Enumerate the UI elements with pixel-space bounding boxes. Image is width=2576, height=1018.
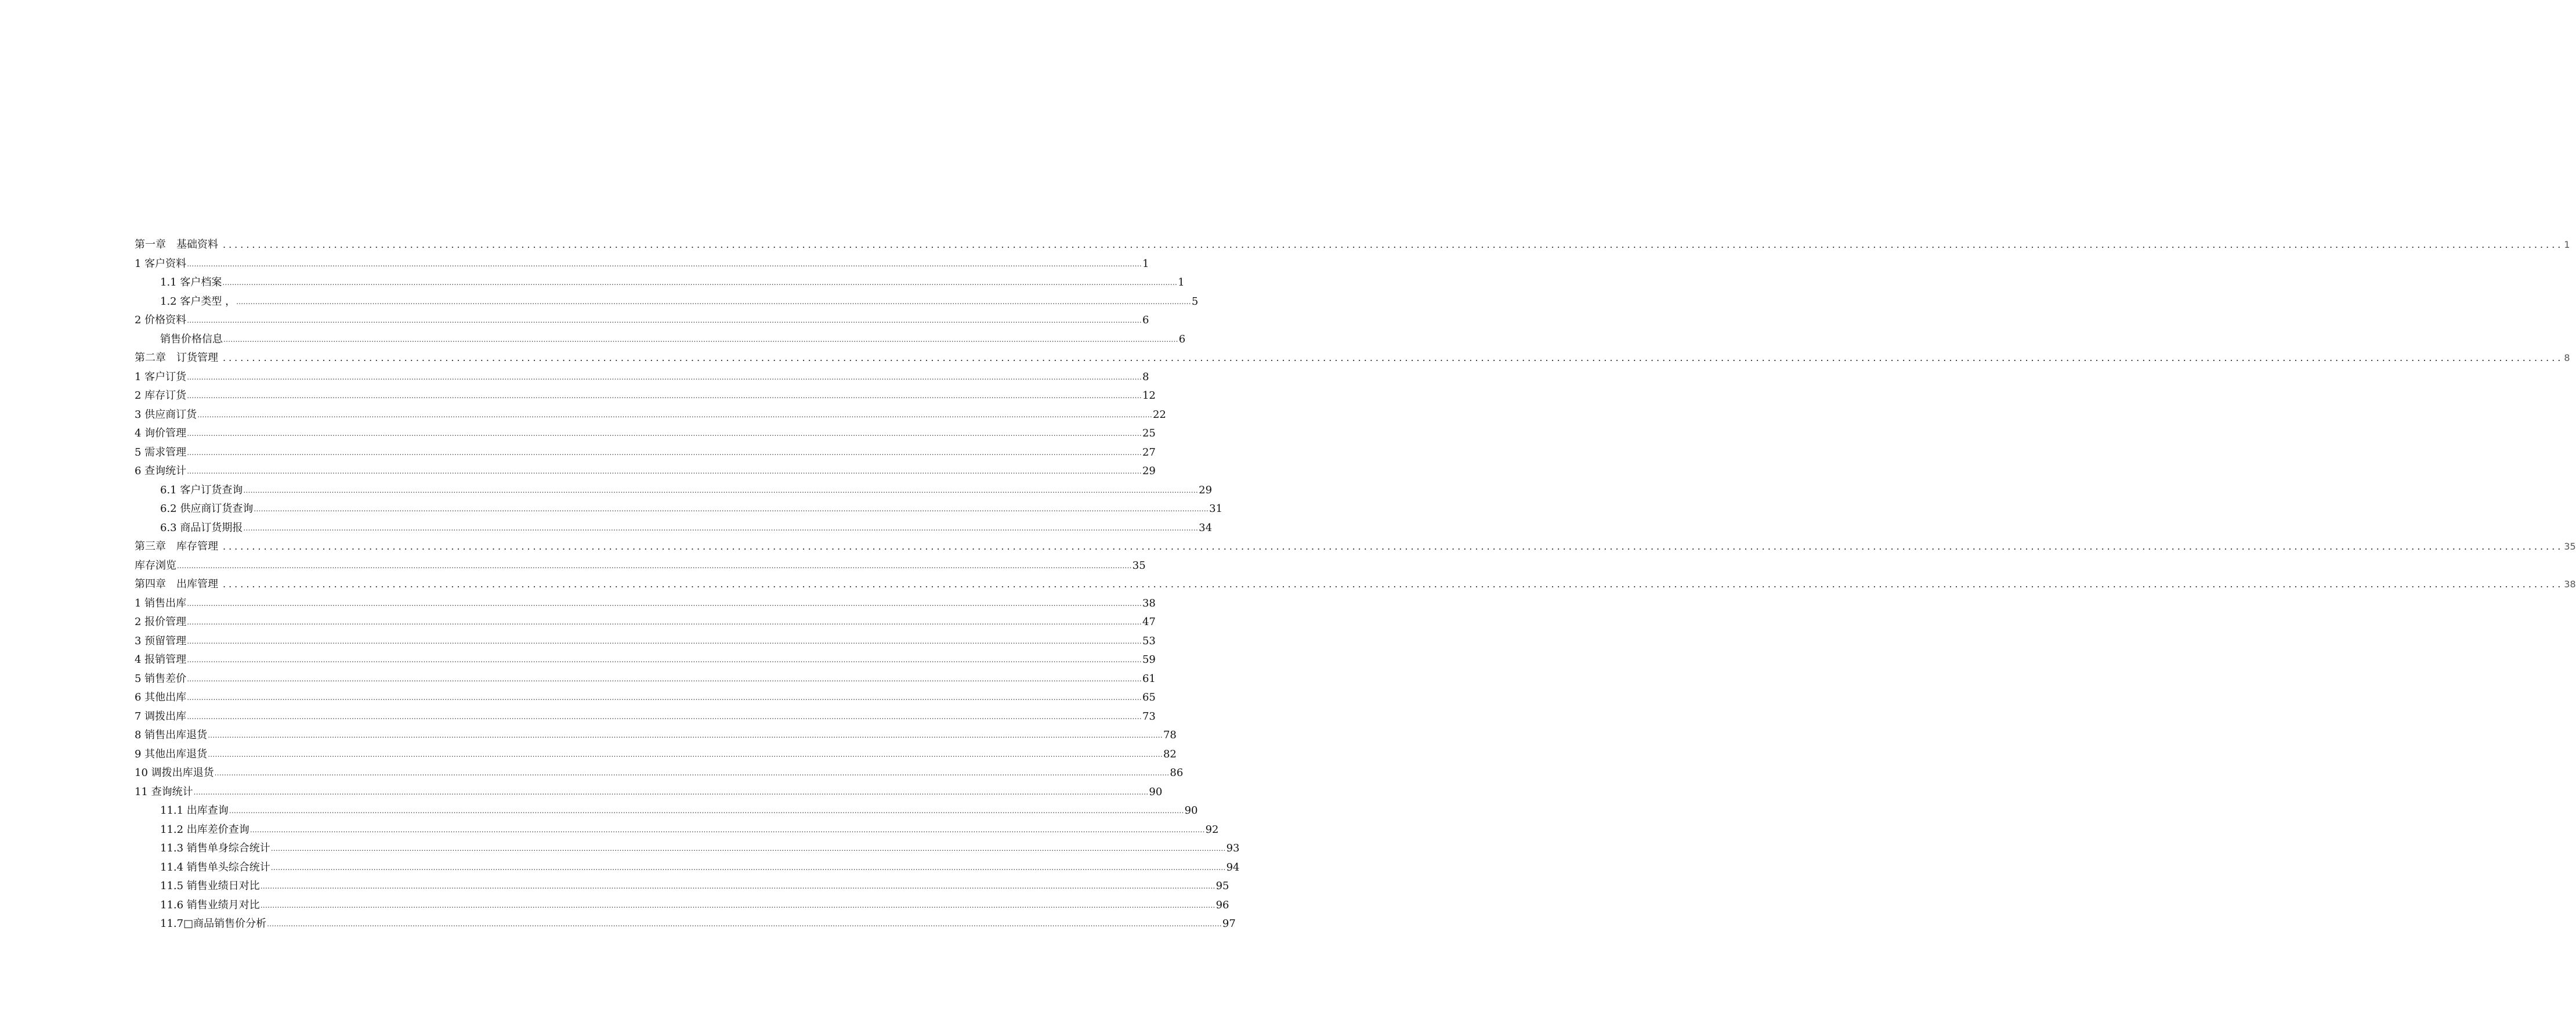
toc-entry-title: 11.2 出库差价查询 [160,823,249,836]
toc-page-number: 1 [2564,239,2570,250]
toc-page-number: 90 [1149,785,1163,798]
toc-page-number: 95 [1215,880,1229,892]
toc-dot-leader: ................................................................................................................................................................................................................................................................................................................................................................................................................ [223,579,2564,590]
toc-page-number: 34 [1199,521,1213,534]
toc-entry[interactable] [135,366,1149,384]
toc-entry[interactable] [160,291,1199,308]
toc-page-number: 8 [1142,370,1149,383]
toc-entry[interactable] [135,762,1184,779]
toc-page-number: 96 [1215,898,1229,911]
toc-entry-title: 库存浏览 [135,559,176,572]
toc-entry-title: 1.2 客户类型 ， [160,295,236,308]
toc-entry-title: 第二章 订货管理 [135,352,218,364]
toc-entry-title: 1.1 客户档案 [160,276,222,288]
toc-entry-title: 8 销售出库退货 [135,729,208,741]
toc-entry[interactable] [135,743,1177,761]
toc-entry[interactable] [160,837,1240,855]
toc-entry-title: 11 查询统计 [135,785,193,798]
toc-dot-leader: ................................................................................................................................................................................................................................................................................................................................................................................................................ [229,807,1184,815]
toc-entry-title: 11.4 销售单头综合统计 [160,861,270,873]
toc-entry[interactable] [135,630,1156,648]
toc-dot-leader: ................................................................................................................................................................................................................................................................................................................................................................................................................ [193,788,1149,796]
toc-dot-leader: ................................................................................................................................................................................................................................................................................................................................................................................................................ [249,825,1205,834]
toc-page-number: 25 [1142,427,1156,439]
toc-entry[interactable] [135,668,1156,685]
toc-page-number: 31 [1209,503,1223,515]
toc-entry-title: 3 预留管理 [135,634,187,647]
toc-entry-title: 5 销售差价 [135,672,187,685]
toc-entry[interactable] [160,328,1186,346]
toc-page-number: 93 [1226,842,1240,854]
toc-page-number: 1 [1178,276,1185,288]
toc-chapter-entry[interactable] [135,234,2570,251]
toc-entry[interactable] [135,309,1149,327]
toc-dot-leader: ................................................................................................................................................................................................................................................................................................................................................................................................................ [270,844,1226,853]
toc-entry-title: 1 销售出库 [135,597,187,609]
toc-dot-leader: ................................................................................................................................................................................................................................................................................................................................................................................................................ [177,561,1132,570]
toc-entry[interactable] [160,894,1229,912]
toc-dot-leader: ................................................................................................................................................................................................................................................................................................................................................................................................................ [260,882,1215,890]
toc-dot-leader: ................................................................................................................................................................................................................................................................................................................................................................................................................ [187,467,1142,475]
toc-entry-title: 11.3 销售单身综合统计 [160,842,270,854]
toc-dot-leader: ................................................................................................................................................................................................................................................................................................................................................................................................................ [187,694,1142,702]
toc-entry[interactable] [135,460,1156,478]
toc-dot-leader: ................................................................................................................................................................................................................................................................................................................................................................................................................ [187,674,1142,683]
toc-entry-title: 2 报价管理 [135,616,187,628]
toc-page-number: 65 [1142,691,1156,703]
toc-page-number: 1 [1142,257,1149,270]
toc-entry[interactable] [160,479,1213,497]
toc-dot-leader: ................................................................................................................................................................................................................................................................................................................................................................................................................ [187,599,1142,608]
toc-entry-title: 2 库存订货 [135,389,187,402]
toc-entry-title: 5 需求管理 [135,446,187,459]
toc-dot-leader: ................................................................................................................................................................................................................................................................................................................................................................................................................ [208,731,1163,739]
toc-entry-title: 10 调拨出库退货 [135,767,214,779]
toc-entry-title: 6 查询统计 [135,465,187,477]
toc-page-number: 94 [1226,861,1240,873]
toc-dot-leader: ................................................................................................................................................................................................................................................................................................................................................................................................................ [254,505,1209,513]
toc-dot-leader: ................................................................................................................................................................................................................................................................................................................................................................................................................ [223,335,1178,344]
toc-dot-leader: ................................................................................................................................................................................................................................................................................................................................................................................................................ [267,920,1222,928]
toc-entry-title: 11.1 出库查询 [160,804,229,817]
toc-entry[interactable] [160,875,1229,893]
toc-entry[interactable] [135,385,1156,402]
toc-entry-title: 4 报销管理 [135,654,187,666]
toc-dot-leader: ................................................................................................................................................................................................................................................................................................................................................................................................................ [187,429,1142,438]
toc-page-number: 53 [1142,634,1156,647]
toc-page-number: 35 [2564,541,2576,552]
toc-page-number: 61 [1142,672,1156,685]
toc-page-number: 73 [1142,710,1156,723]
toc-dot-leader: ................................................................................................................................................................................................................................................................................................................................................................................................................ [223,541,2564,552]
toc-chapter-entry[interactable] [135,347,2570,364]
toc-page-number: 38 [2564,579,2576,590]
toc-dot-leader: ................................................................................................................................................................................................................................................................................................................................................................................................................ [187,637,1142,645]
toc-dot-leader: ................................................................................................................................................................................................................................................................................................................................................................................................................ [187,316,1142,324]
toc-page-number: 22 [1152,408,1166,421]
toc-page-number: 6 [1142,314,1149,326]
toc-entry[interactable] [135,724,1177,742]
toc-dot-leader: ................................................................................................................................................................................................................................................................................................................................................................................................................ [187,392,1142,400]
toc-dot-leader: ................................................................................................................................................................................................................................................................................................................................................................................................................ [243,524,1199,532]
toc-entry-title: 第四章 出库管理 [135,578,218,590]
toc-entry-title: 7 调拨出库 [135,710,187,723]
toc-dot-leader: ................................................................................................................................................................................................................................................................................................................................................................................................................ [197,410,1152,419]
toc-entry[interactable] [135,611,1156,629]
toc-dot-leader: ................................................................................................................................................................................................................................................................................................................................................................................................................ [187,656,1142,664]
toc-chapter-entry[interactable] [135,573,2576,591]
toc-entry[interactable] [135,253,1149,270]
toc-dot-leader: ................................................................................................................................................................................................................................................................................................................................................................................................................ [260,901,1215,909]
toc-page-number: 6 [1178,333,1186,345]
toc-dot-leader: ................................................................................................................................................................................................................................................................................................................................................................................................................ [223,352,2564,363]
toc-entry[interactable] [135,781,1163,799]
toc-entry-title: 6.2 供应商订货查询 [160,503,254,515]
toc-page-number: 97 [1222,918,1236,930]
toc-page-number: 90 [1184,804,1198,817]
toc-entry-title: 11.7□商品销售价分析 [160,918,267,930]
toc-entry[interactable] [135,687,1156,704]
toc-entry-title: 第三章 库存管理 [135,540,218,553]
toc-page-number: 29 [1199,483,1213,496]
toc-entry-title: 第一章 基础资料 [135,239,218,251]
toc-page-number: 27 [1142,446,1156,459]
toc-entry[interactable] [135,593,1156,610]
toc-dot-leader: ................................................................................................................................................................................................................................................................................................................................................................................................................ [187,373,1142,381]
toc-entry[interactable] [160,498,1223,515]
toc-page-number: 38 [1142,597,1156,609]
toc-dot-leader: ................................................................................................................................................................................................................................................................................................................................................................................................................ [236,297,1191,306]
toc-entry-title: 销售价格信息 [160,333,223,345]
toc-entry[interactable] [160,857,1240,874]
toc-dot-leader: ................................................................................................................................................................................................................................................................................................................................................................................................................ [270,863,1226,872]
toc-entry-title: 4 询价管理 [135,427,187,439]
toc-entry[interactable] [160,800,1198,817]
toc-entry-title: 1 客户资料 [135,257,187,270]
toc-entry-title: 11.6 销售业绩月对比 [160,898,260,911]
toc-dot-leader: ................................................................................................................................................................................................................................................................................................................................................................................................................ [187,259,1142,268]
toc-dot-leader: ................................................................................................................................................................................................................................................................................................................................................................................................................ [187,448,1142,457]
toc-entry[interactable] [135,555,1146,572]
toc-page-number: 12 [1142,389,1156,402]
toc-page-number: 35 [1132,559,1146,572]
toc-entry[interactable] [135,423,1156,440]
toc-entry[interactable] [160,913,1236,930]
toc-entry-title: 6 其他出库 [135,691,187,703]
toc-entry-title: 1 客户订货 [135,370,187,383]
toc-page-number: 29 [1142,465,1156,477]
toc-page-number: 8 [2564,352,2570,363]
toc-entry-title: 9 其他出库退货 [135,748,208,760]
toc-entry-title: 11.5 销售业绩日对比 [160,880,260,892]
toc-page-number: 86 [1170,767,1184,779]
toc-page-number: 82 [1163,748,1177,760]
toc-entry-title: 3 供应商订货 [135,408,197,421]
toc-entry-title: 6.1 客户订货查询 [160,483,243,496]
toc-entry[interactable] [160,819,1219,836]
toc-dot-leader: ................................................................................................................................................................................................................................................................................................................................................................................................................ [208,750,1163,759]
toc-entry-title: 2 价格资料 [135,314,187,326]
toc-entry[interactable] [160,517,1213,535]
toc-entry[interactable] [135,442,1156,459]
toc-chapter-entry[interactable] [135,536,2576,553]
toc-dot-leader: ................................................................................................................................................................................................................................................................................................................................................................................................................ [223,239,2564,250]
toc-dot-leader: ................................................................................................................................................................................................................................................................................................................................................................................................................ [222,279,1178,287]
toc-entry[interactable] [135,649,1156,666]
toc-dot-leader: ................................................................................................................................................................................................................................................................................................................................................................................................................ [214,769,1170,777]
toc-page-number: 59 [1142,654,1156,666]
toc-dot-leader: ................................................................................................................................................................................................................................................................................................................................................................................................................ [243,486,1199,494]
toc-page-number: 5 [1191,295,1199,308]
toc-page-number: 78 [1163,729,1177,741]
toc-entry[interactable] [135,404,1166,421]
toc-entry[interactable] [160,272,1185,289]
toc-dot-leader: ................................................................................................................................................................................................................................................................................................................................................................................................................ [187,712,1142,721]
toc-page-number: 92 [1205,823,1219,836]
toc-entry[interactable] [135,706,1156,723]
toc-dot-leader: ................................................................................................................................................................................................................................................................................................................................................................................................................ [187,618,1142,626]
toc-entry-title: 6.3 商品订货期报 [160,521,243,534]
toc-page-number: 47 [1142,616,1156,628]
